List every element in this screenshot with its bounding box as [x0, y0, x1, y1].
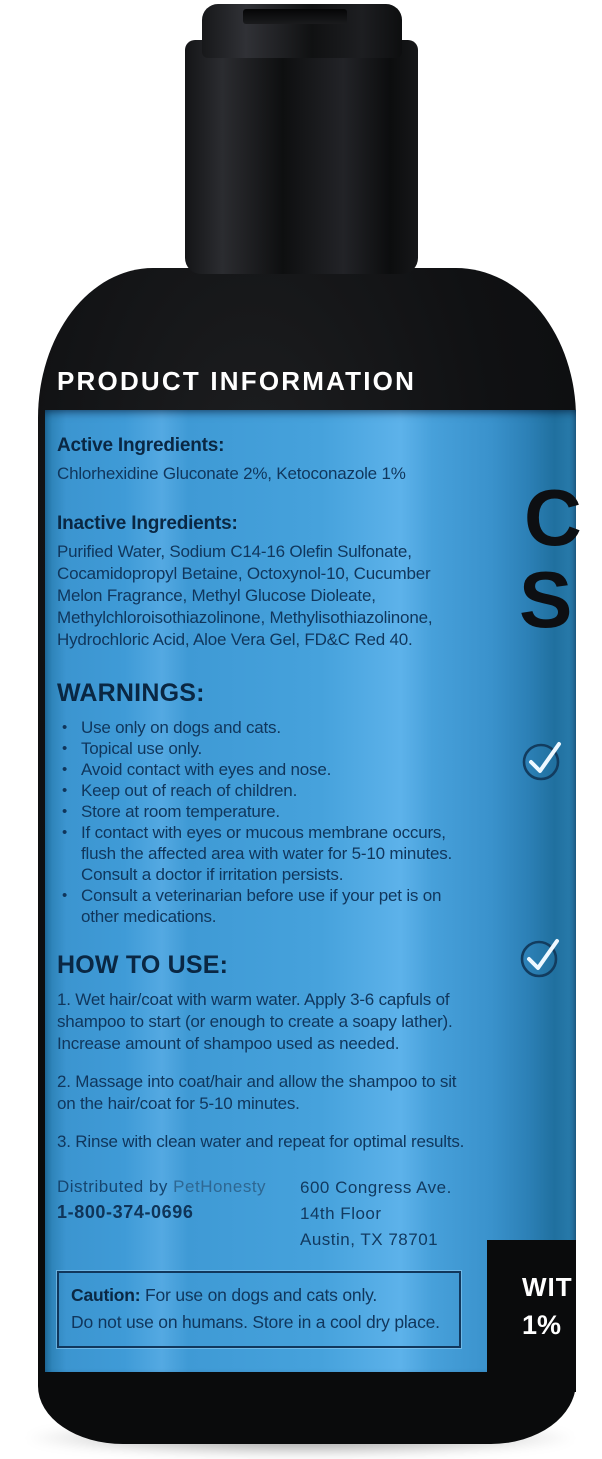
- brand-name: PetHonesty: [173, 1177, 267, 1196]
- bottle-cap: [185, 40, 418, 274]
- distributor-phone: 1-800-374-0696: [57, 1202, 194, 1222]
- warning-item: • Consult a veterinarian before use if your pet is on other medications.: [57, 885, 477, 927]
- front-label-partial-text: 1%: [522, 1310, 562, 1340]
- active-ingredients-heading: Active Ingredients:: [57, 435, 225, 456]
- address-line: 14th Floor: [300, 1204, 382, 1223]
- warning-item: • Avoid contact with eyes and nose.: [57, 759, 477, 780]
- address-line: Austin, TX 78701: [300, 1230, 439, 1249]
- warning-item: • Topical use only.: [57, 738, 477, 759]
- check-circle-icon: [519, 933, 563, 979]
- label-content: [57, 410, 477, 1348]
- warning-item: • Use only on dogs and cats.: [57, 717, 477, 738]
- how-to-use-step: 1. Wet hair/coat with warm water. Apply 3-6 capfuls of shampoo to start (or enough to create a soapy lather). Increase amount of shampoo used as needed.: [57, 990, 453, 1053]
- inactive-ingredients-heading: Inactive Ingredients:: [57, 513, 238, 534]
- inactive-ingredients-text: Purified Water, Sodium C14-16 Olefin Sulfonate, Cocamidopropyl Betaine, Octoxynol-10, Cucumber Melon Fragrance, Methyl Glucose Dioleate, Methylchloroisothiazolinone, Methylisothiazolinone, Hydrochloric Acid, Aloe Vera Gel, FD&C Red 40.: [57, 542, 433, 649]
- caution-text-line2: Do not use on humans. Store in a cool dry place.: [71, 1312, 440, 1332]
- warning-item: • Keep out of reach of children.: [57, 780, 477, 801]
- warning-item: • Store at room temperature.: [57, 801, 477, 822]
- front-label-partial-letter: C: [524, 473, 582, 562]
- caution-label: Caution:: [71, 1285, 141, 1305]
- active-ingredients-text: Chlorhexidine Gluconate 2%, Ketoconazole 1%: [57, 464, 406, 483]
- how-to-use-step: 3. Rinse with clean water and repeat for optimal results.: [57, 1132, 465, 1151]
- front-label-partial-letter: S: [519, 555, 573, 644]
- how-to-use-step: 2. Massage into coat/hair and allow the shampoo to sit on the hair/coat for 5-10 minutes.: [57, 1072, 457, 1113]
- how-to-use-heading: HOW TO USE:: [57, 951, 229, 979]
- distributor-prefix: Distributed by: [57, 1177, 174, 1196]
- distributor-line: [57, 1175, 300, 1199]
- caution-text-line1: For use on dogs and cats only.: [145, 1285, 378, 1305]
- warnings-heading: WARNINGS:: [57, 679, 205, 707]
- check-circle-icon: [521, 736, 565, 782]
- warnings-list: [57, 717, 477, 927]
- distributor-address: [300, 1175, 452, 1253]
- distributor-block: [57, 1175, 477, 1253]
- caution-box: [57, 1271, 461, 1348]
- address-line: 600 Congress Ave.: [300, 1178, 452, 1197]
- label-header: PRODUCT INFORMATION: [57, 366, 417, 396]
- front-label-black-panel: [487, 1240, 576, 1392]
- bottle-cap-groove: [243, 9, 347, 24]
- warning-item: • If contact with eyes or mucous membrane occurs, flush the affected area with water for 5-10 minutes. Consult a doctor if irritation persists.: [57, 822, 477, 885]
- distributor-left: [57, 1175, 300, 1253]
- front-label-partial-text: WIT: [522, 1272, 573, 1302]
